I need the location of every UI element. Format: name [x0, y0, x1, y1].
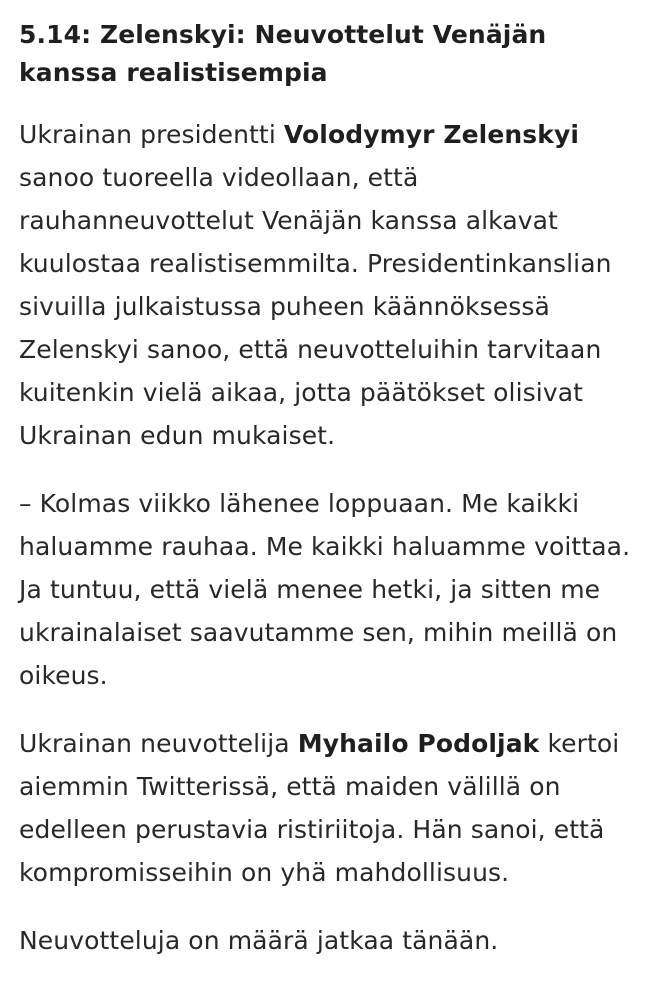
paragraph-podoljak [19, 722, 635, 894]
paragraph-text: Ukrainan presidentti [19, 120, 284, 149]
person-name-podoljak: Myhailo Podoljak [297, 729, 540, 758]
paragraph-quote: – Kolmas viikko lähenee loppuaan. Me kaikki haluamme rauhaa. Me kaikki haluamme voittaa. Ja tuntuu, että vielä menee hetki, ja sitten me ukrainalaiset saavutamme sen, mihin meillä on oikeus. [19, 489, 631, 690]
person-name-zelenskyi: Volodymyr Zelenskyi [283, 120, 580, 149]
paragraph-zelenskyi-video [19, 113, 635, 457]
paragraph-text: Ukrainan neuvottelija [19, 729, 298, 758]
paragraph-text: kertoi aiemmin Twitterissä, että maiden välillä on edelleen perustavia ristiriitoja. Hän sanoi, että kompromisseihin on yhä mahdollisuus. [19, 729, 620, 887]
live-blog-entry [19, 16, 635, 962]
entry-headline: 5.14: Zelenskyi: Neuvottelut Venäjän kanssa realistisempia [19, 20, 547, 87]
paragraph-text: sanoo tuoreella videollaan, että rauhanneuvottelut Venäjän kanssa alkavat kuulostaa realistisemmilta. Presidentinkanslian sivuilla julkaistussa puheen käännöksessä Zelenskyi sanoo, että neuvotteluihin tarvitaan kuitenkin vielä aikaa, jotta päätökset olisivat Ukrainan edun mukaiset. [19, 163, 612, 450]
paragraph-negotiations-continue: Neuvotteluja on määrä jatkaa tänään. [19, 926, 499, 955]
